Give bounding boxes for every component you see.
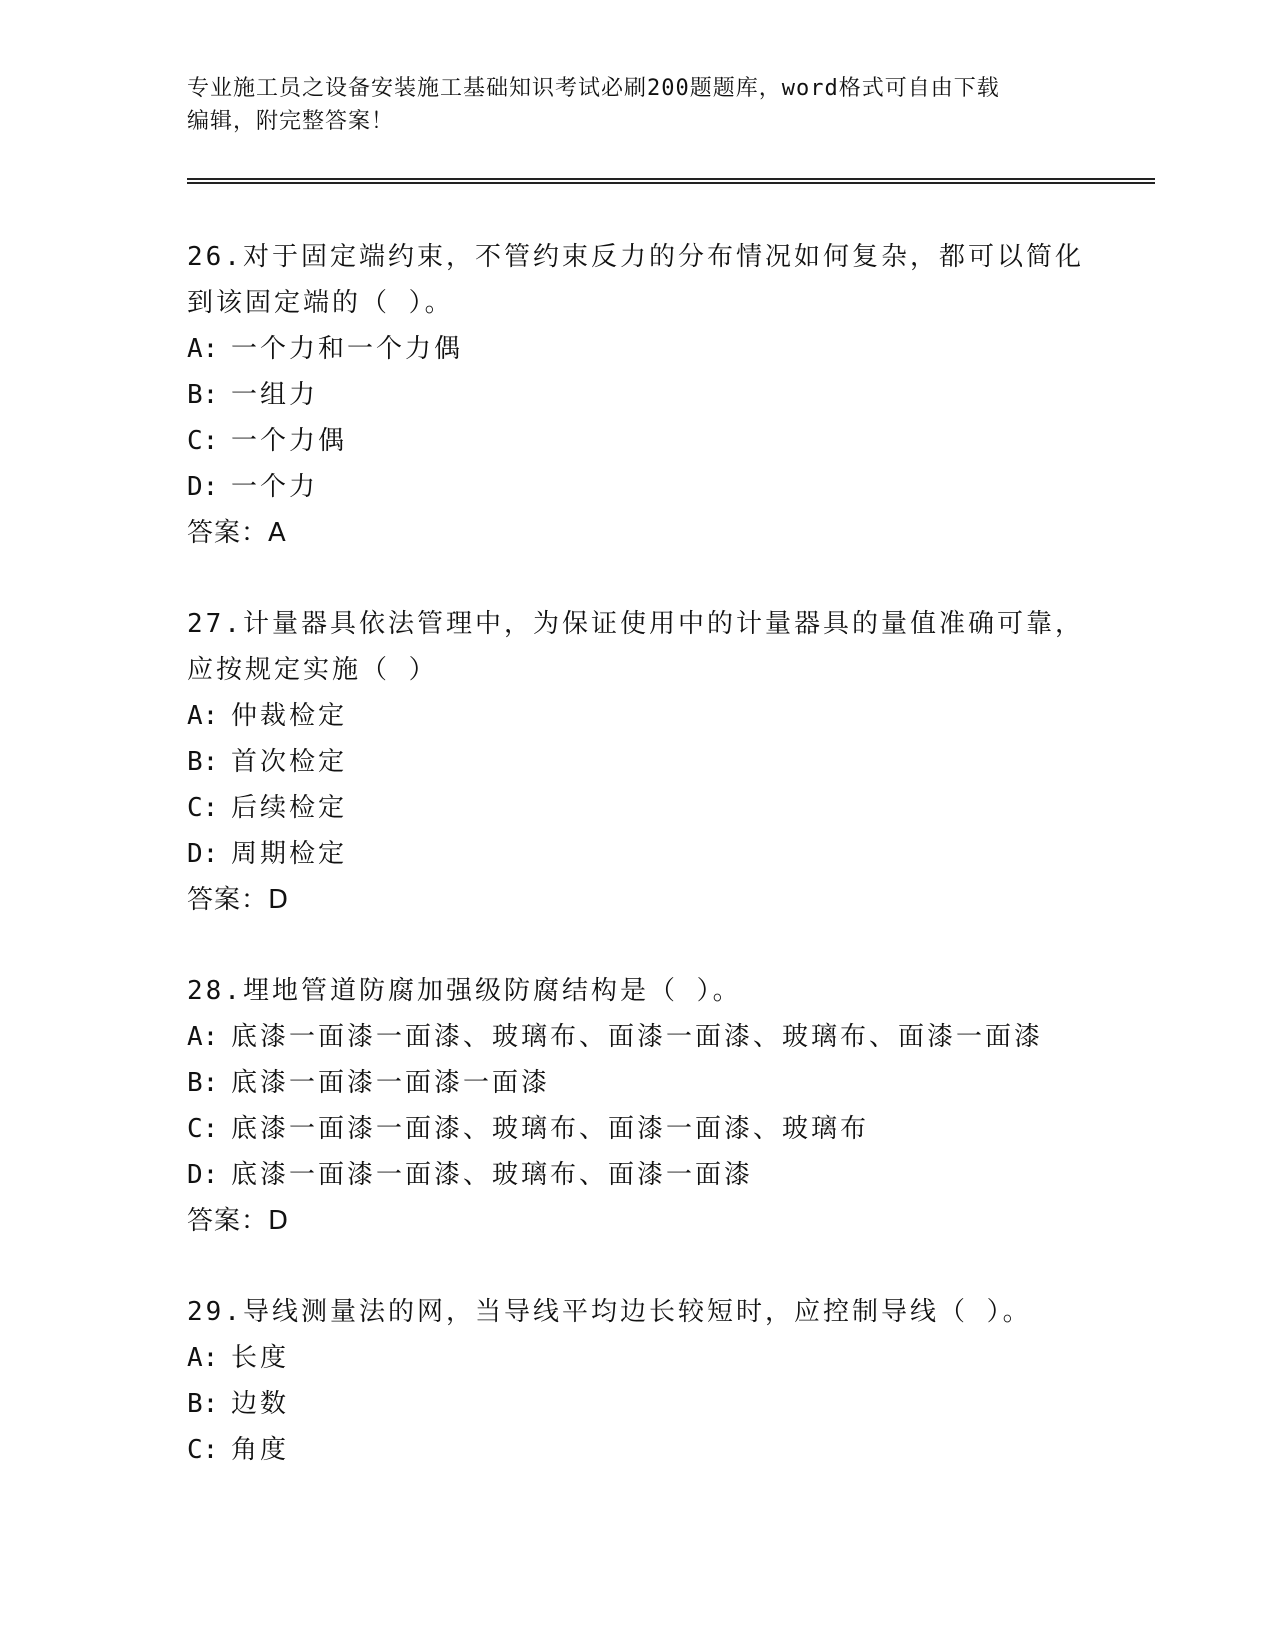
option-b (187, 1060, 1087, 1106)
option-c (187, 1427, 1087, 1473)
option-b (187, 1381, 1087, 1427)
option-c (187, 1106, 1087, 1152)
option-letter: C: (187, 1114, 219, 1144)
question-26 (187, 234, 1087, 556)
option-c (187, 785, 1087, 831)
option-d (187, 1152, 1087, 1198)
answer: 答案：D (187, 1206, 290, 1236)
answer: 答案：A (187, 518, 287, 548)
option-text: 边数 (231, 1389, 290, 1419)
question-text-line-1: 28.埋地管道防腐加强级防腐结构是（ ）。 (187, 976, 742, 1006)
question-text-line-1: 27.计量器具依法管理中，为保证使用中的计量器具的量值准确可靠， (187, 609, 1084, 639)
header-line-2: 编辑，附完整答案！ (187, 109, 395, 134)
option-text: 后续检定 (231, 793, 348, 823)
option-c (187, 418, 1087, 464)
option-letter: A: (187, 334, 219, 364)
option-text: 周期检定 (231, 839, 348, 869)
option-letter: A: (187, 1022, 219, 1052)
option-letter: A: (187, 1343, 219, 1373)
option-b (187, 372, 1087, 418)
question-text-line-1: 26.对于固定端约束，不管约束反力的分布情况如何复杂，都可以简化 (187, 242, 1084, 272)
option-text: 一组力 (231, 380, 319, 410)
header-rule-bottom (187, 182, 1155, 184)
option-letter: C: (187, 793, 219, 823)
question-text-line-2: 应按规定实施（ ） (187, 655, 438, 685)
option-text: 长度 (231, 1343, 290, 1373)
option-text: 底漆一面漆一面漆、玻璃布、面漆一面漆、玻璃布、面漆一面漆 (231, 1022, 1044, 1052)
answer: 答案：D (187, 885, 290, 915)
question-text-line-2: 到该固定端的（ ）。 (187, 288, 454, 318)
option-text: 底漆一面漆一面漆一面漆 (231, 1068, 551, 1098)
question-text-line-1: 29.导线测量法的网，当导线平均边长较短时，应控制导线（ ）。 (187, 1297, 1032, 1327)
question-29 (187, 1289, 1087, 1473)
option-text: 底漆一面漆一面漆、玻璃布、面漆一面漆、玻璃布 (231, 1114, 870, 1144)
option-text: 角度 (231, 1435, 290, 1465)
option-letter: C: (187, 426, 219, 456)
option-a (187, 1014, 1087, 1060)
option-d (187, 831, 1087, 877)
option-a (187, 693, 1087, 739)
question-28 (187, 968, 1087, 1244)
option-letter: D: (187, 839, 219, 869)
option-text: 一个力和一个力偶 (231, 334, 464, 364)
option-text: 底漆一面漆一面漆、玻璃布、面漆一面漆 (231, 1160, 754, 1190)
option-letter: A: (187, 701, 219, 731)
option-a (187, 326, 1087, 372)
option-letter: C: (187, 1435, 219, 1465)
option-text: 仲裁检定 (231, 701, 348, 731)
option-letter: B: (187, 1068, 219, 1098)
option-text: 一个力偶 (231, 426, 348, 456)
document-header (187, 72, 1067, 138)
option-a (187, 1335, 1087, 1381)
option-letter: B: (187, 380, 219, 410)
question-27 (187, 601, 1087, 923)
option-letter: B: (187, 1389, 219, 1419)
option-letter: B: (187, 747, 219, 777)
header-line-1: 专业施工员之设备安装施工基础知识考试必刷200题题库，word格式可自由下载 (187, 76, 1000, 101)
header-rule-top (187, 178, 1155, 180)
option-text: 首次检定 (231, 747, 348, 777)
option-letter: D: (187, 472, 219, 502)
option-d (187, 464, 1087, 510)
option-text: 一个力 (231, 472, 319, 502)
option-letter: D: (187, 1160, 219, 1190)
option-b (187, 739, 1087, 785)
